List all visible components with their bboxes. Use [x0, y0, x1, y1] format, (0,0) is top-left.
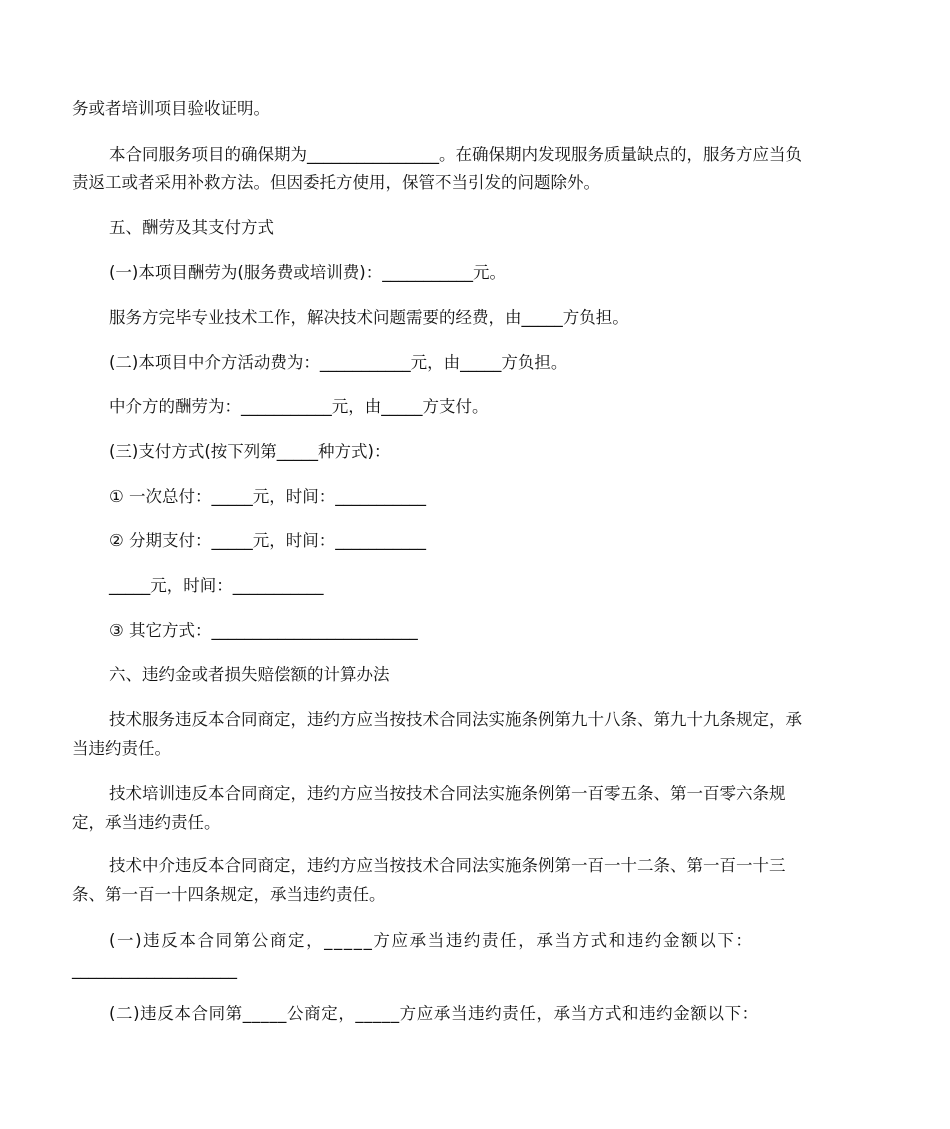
paragraph-line: 条、第一百一十四条规定，承当违约责任。: [72, 885, 386, 904]
paragraph-line: 技术中介违反本合同商定，违约方应当按技术合同法实施条例第一百一十二条、第一百一十三: [109, 856, 786, 875]
paragraph-line: (三)支付方式(按下列第_____种方式)：: [109, 442, 391, 461]
paragraph-line: ② 分期支付：_____元，时间：___________: [109, 531, 427, 550]
paragraph-line: 技术服务违反本合同商定，违约方应当按技术合同法实施条例第九十八条、第九十九条规定，承: [109, 710, 802, 729]
section-heading: 五、酬劳及其支付方式: [109, 218, 274, 237]
paragraph-line: 本合同服务项目的确保期为________________。在确保期内发现服务质量缺点的，服务方应当负: [109, 145, 802, 164]
paragraph-line: (二)违反本合同第_____公商定，_____方应承当违约责任，承当方式和违约金额以下：: [109, 1004, 759, 1023]
paragraph-line: (二)本项目中介方活动费为：___________元，由_____方负担。: [109, 353, 568, 372]
paragraph-line: (一)违反本合同第公商定，_____方应承当违约责任，承当方式和违约金额以下：: [109, 931, 754, 950]
paragraph-line: ① 一次总付：_____元，时间：___________: [109, 487, 427, 506]
paragraph-line: 技术培训违反本合同商定，违约方应当按技术合同法实施条例第一百零五条、第一百零六条规: [109, 784, 786, 803]
paragraph-line: ③ 其它方式：_________________________: [109, 621, 418, 640]
paragraph-line: 定，承当违约责任。: [72, 813, 221, 832]
paragraph-line: 中介方的酬劳为：___________元，由_____方支付。: [109, 397, 489, 416]
paragraph-line: 服务方完毕专业技术工作，解决技术问题需要的经费，由_____方负担。: [109, 308, 629, 327]
paragraph-line: _____元，时间：___________: [109, 576, 324, 595]
paragraph-line: ____________________: [72, 960, 237, 979]
paragraph-line: 责返工或者采用补救方法。但因委托方使用，保管不当引发的问题除外。: [72, 173, 600, 192]
paragraph-line: (一)本项目酬劳为(服务费或培训费)：___________元。: [109, 263, 506, 282]
paragraph-line: 当违约责任。: [72, 739, 171, 758]
section-heading: 六、违约金或者损失赔偿额的计算办法: [109, 665, 390, 684]
paragraph-line: 务或者培训项目验收证明。: [72, 99, 270, 118]
